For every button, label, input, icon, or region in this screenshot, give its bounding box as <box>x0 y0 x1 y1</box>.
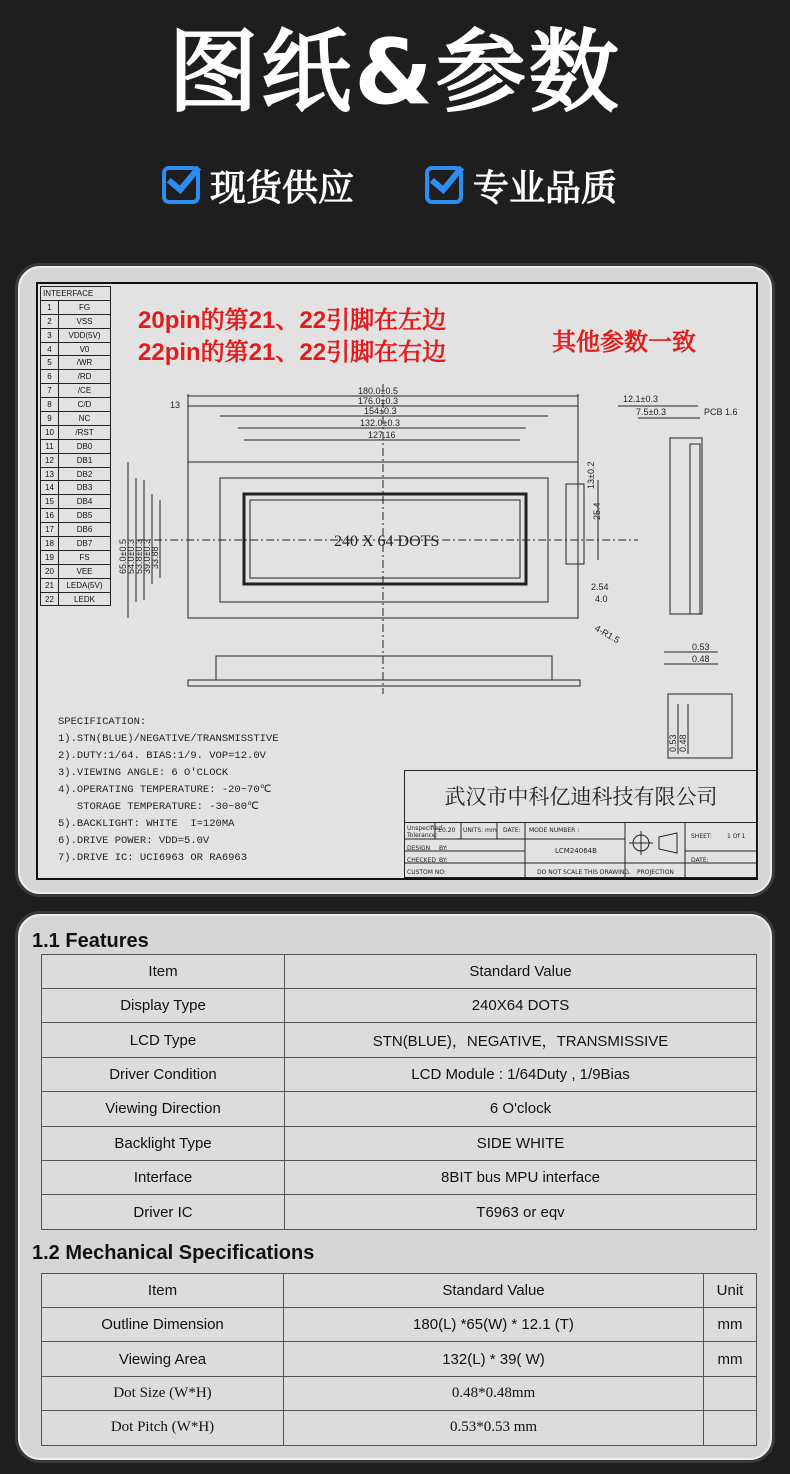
table-row: LCD Type STN(BLUE)，NEGATIVE，TRANSMISSIVE <box>42 1023 757 1057</box>
dim-thickness: 12.1±0.3 <box>623 394 658 404</box>
company-name: 武汉市中科亿迪科技有限公司 <box>405 771 757 823</box>
pin-row: 6 /RD <box>41 370 111 384</box>
technical-drawing <box>36 282 758 880</box>
spec-line: 6).DRIVE POWER: VDD=5.0V <box>58 835 210 847</box>
pin-row: 8 C/D <box>41 398 111 412</box>
badge-in-stock: 现货供应 <box>162 160 354 210</box>
features-table: Item Standard Value Display Type 240X64 DOTS LCD Type STN(BLUE)，NEGATIVE，TRANSMISSIVE Driver Condition LCD Module : 1/64Duty , 1/9Bias Viewing Direction 6 O'clock Backlight Type SIDE WHITE Interface 8BIT bus MPU interface Driver IC T6963 or eqv <box>41 954 757 1230</box>
table-row: Outline Dimension 180(L) *65(W) * 12.1 (T) mm <box>42 1308 757 1342</box>
pin-row: 2 VSS <box>41 314 111 328</box>
pin-row: 15 DB4 <box>41 495 111 509</box>
dim-width-176: 176.0±0.3 <box>358 396 398 406</box>
badge-quality: 专业品质 <box>425 160 617 210</box>
dim-13-02: 13±0.2 <box>586 461 596 489</box>
specs-panel <box>18 914 772 1460</box>
dim-7-5: 7.5±0.3 <box>636 407 666 417</box>
pin-row: 14 DB3 <box>41 481 111 495</box>
dim-height-39: 39.0±0.3 <box>142 539 152 574</box>
pin-row: 5 /WR <box>41 356 111 370</box>
pin-row: 7 /CE <box>41 384 111 398</box>
dim-height-33-88: 33.88 <box>150 546 160 569</box>
table-row: Driver Condition LCD Module : 1/64Duty , 1/9Bias <box>42 1057 757 1091</box>
spec-line: 2).DUTY:1/64. BIAS:1/9. VOP=12.0V <box>58 750 266 762</box>
pin-row: 18 DB7 <box>41 537 111 551</box>
spec-line: SPECIFICATION: <box>58 716 147 728</box>
table-row: Driver IC T6963 or eqv <box>42 1195 757 1229</box>
dim-width-154: 154±0.3 <box>364 406 397 416</box>
pin-row: 13 DB2 <box>41 467 111 481</box>
title-block-grid <box>405 823 757 879</box>
pin-row: 17 DB6 <box>41 523 111 537</box>
table-row: Display Type 240X64 DOTS <box>42 989 757 1023</box>
dim-width-180: 180.0±0.5 <box>358 386 398 396</box>
dim-width-132: 132.0±0.3 <box>360 418 400 428</box>
spec-line: STORAGE TEMPERATURE: -30~80℃ <box>58 801 259 813</box>
pin-table: INTEERFACE 1 FG 2 VSS 3 VDD(5V) 4 V0 5 /WR 6 /RD 7 /CE 8 C/D 9 NC 10 /RST 11 DB0 12 DB1 13 DB2 14 DB3 15 DB4 16 DB5 17 DB6 18 DB7 19 FS 20 VEE 21 LEDA(5V) 22 LEDK <box>40 286 111 606</box>
dim-pitch: 2.54 <box>591 582 609 592</box>
dim-4-0: 4.0 <box>595 594 608 604</box>
dim-pcb: PCB 1.6 <box>704 407 738 417</box>
dim-v-053: 0.53 <box>668 734 678 752</box>
pin-row: 20 VEE <box>41 564 111 578</box>
dim-height-54: 54.0±0.3 <box>126 539 136 574</box>
pin-row: 12 DB1 <box>41 453 111 467</box>
note-others: 其他参数一致 <box>552 329 696 356</box>
table-row: Dot Size (W*H) 0.48*0.48mm <box>42 1376 757 1410</box>
spec-line: 4).OPERATING TEMPERATURE: -20~70℃ <box>58 784 272 796</box>
pin-row: 16 DB5 <box>41 509 111 523</box>
table-row: Backlight Type SIDE WHITE <box>42 1126 757 1160</box>
pin-row: 10 /RST <box>41 425 111 439</box>
spec-line: 1).STN(BLUE)/NEGATIVE/TRANSMISSTIVE <box>58 733 279 745</box>
pin-row: 22 LEDK <box>41 592 111 606</box>
spec-line: 5).BACKLIGHT: WHITE I=120MA <box>58 818 235 830</box>
dim-v-048: 0.48 <box>678 734 688 752</box>
spec-line: 3).VIEWING ANGLE: 6 O'CLOCK <box>58 767 229 779</box>
pin-row: 4 V0 <box>41 342 111 356</box>
dim-height-53-8: 53.8±0.3 <box>134 539 144 574</box>
pin-row: 1 FG <box>41 300 111 314</box>
mechanical-heading: 1.2 Mechanical Specifications <box>32 1242 315 1264</box>
dim-height-65: 65.0±0.5 <box>118 539 128 574</box>
dim-dot-048: 0.48 <box>692 654 710 664</box>
title-block: 武汉市中科亿迪科技有限公司 Unspecified Tolerance: ±0.20 UNITS: mm DATE: MODE NUMBER : LCM24064B SHEET: 1 Of 1 DESIGN BY: CHECKED BY: CUSTOM NO: DO NOT SCALE THIS DRAWING. PROJECTION DATE: <box>404 770 758 878</box>
spec-line: 7).DRIVE IC: UCI6963 OR RA6963 <box>58 852 248 864</box>
table-row: Viewing Area 132(L) * 39( W) mm <box>42 1342 757 1376</box>
mechanical-table: Item Standard Value Unit Outline Dimension 180(L) *65(W) * 12.1 (T) mm Viewing Area 132(L) * 39( W) mm Dot Size (W*H) 0.48*0.48mm Dot Pitch (W*H) 0.53*0.53 mm <box>41 1273 757 1446</box>
dim-25-4: 25.4 <box>592 502 602 520</box>
pin-row: 21 LEDA(5V) <box>41 578 111 592</box>
table-row: Viewing Direction 6 O'clock <box>42 1092 757 1126</box>
pin-row: 9 NC <box>41 412 111 426</box>
table-row: Interface 8BIT bus MPU interface <box>42 1160 757 1194</box>
table-row: Dot Pitch (W*H) 0.53*0.53 mm <box>42 1411 757 1445</box>
drawing-panel <box>18 266 772 894</box>
features-heading: 1.1 Features <box>32 930 149 952</box>
dim-pitch-053: 0.53 <box>692 642 710 652</box>
dots-label: 240 X 64 DOTS <box>334 533 440 550</box>
specification-notes <box>58 714 279 867</box>
note-20pin: 20pin的第21、22引脚在左边 <box>138 307 447 334</box>
dim-13: 13 <box>170 400 181 410</box>
check-icon <box>162 166 200 204</box>
dim-width-127: 127.16 <box>368 430 396 440</box>
pin-row: 11 DB0 <box>41 439 111 453</box>
pin-row: 19 FS <box>41 550 111 564</box>
hero-title: 图纸&参数 <box>168 20 622 125</box>
model-number: LCM24064B <box>555 847 597 855</box>
dim-radius: 4-R1.5 <box>593 623 622 646</box>
pin-row: 3 VDD(5V) <box>41 328 111 342</box>
note-22pin: 22pin的第21、22引脚在右边 <box>138 339 447 366</box>
check-icon <box>425 166 463 204</box>
